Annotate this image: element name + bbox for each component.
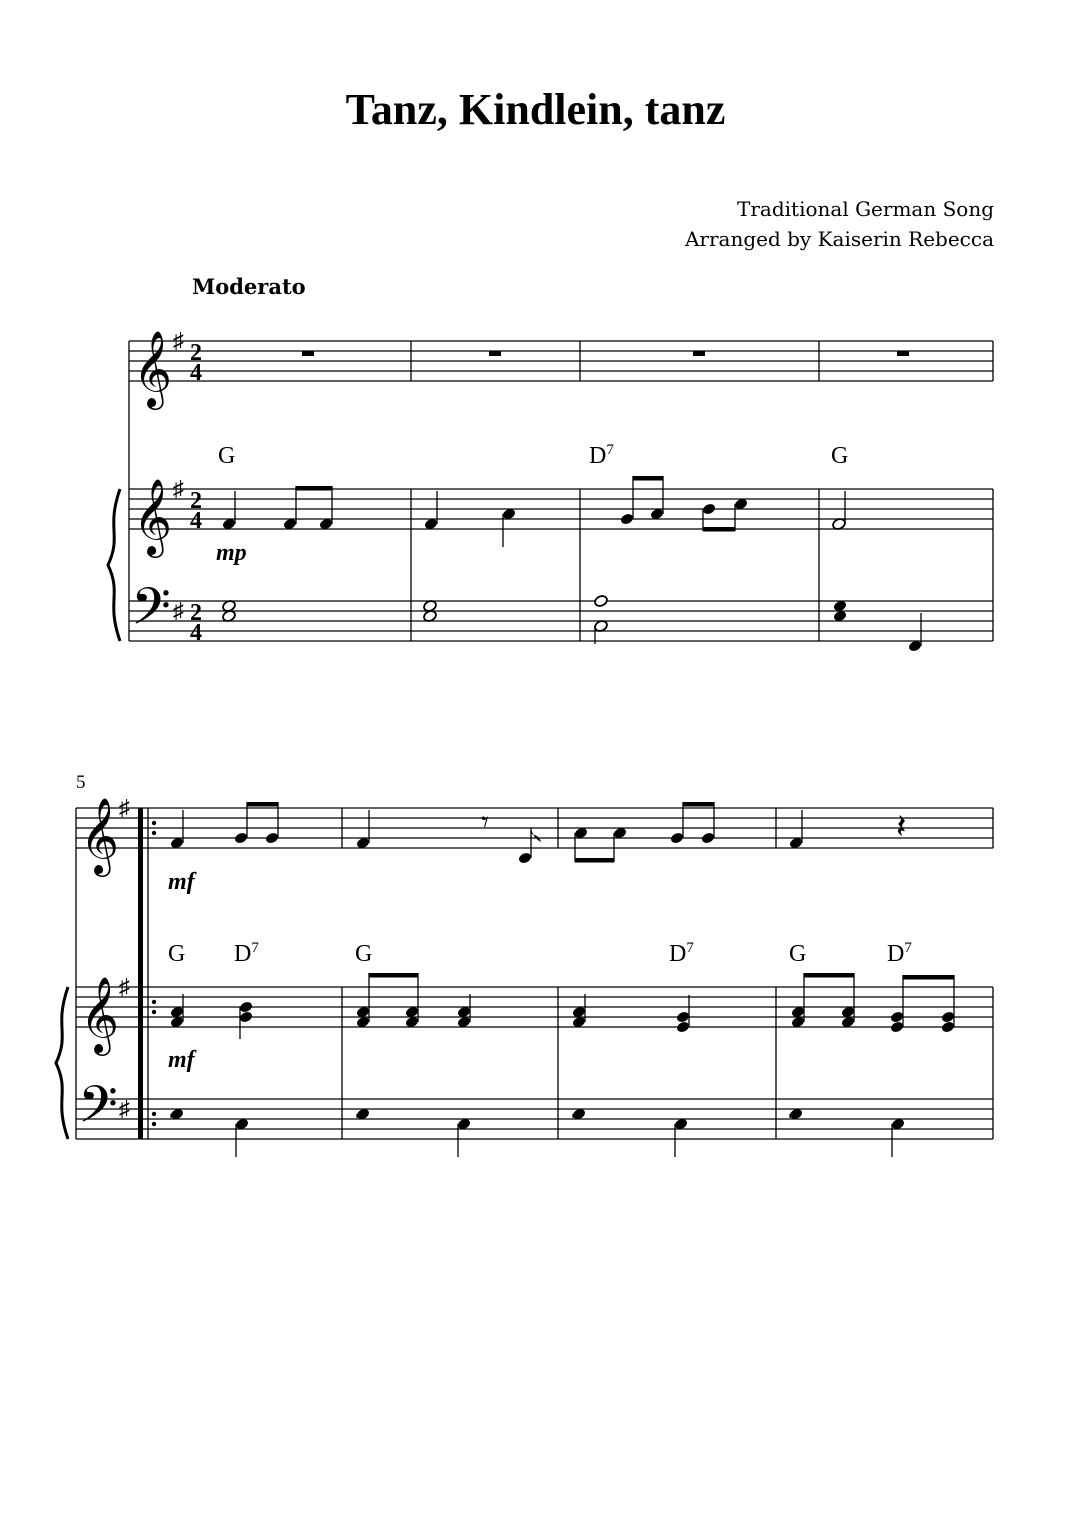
beam bbox=[804, 973, 854, 978]
whole-rest bbox=[693, 351, 705, 356]
bass-clef: 𝄢 bbox=[78, 1078, 118, 1146]
key-signature-sharp: ♯ bbox=[119, 795, 130, 820]
treble-clef: 𝄞 bbox=[133, 333, 173, 406]
bass-clef: 𝄢 bbox=[131, 580, 171, 648]
beam bbox=[575, 858, 614, 863]
measure-number: 5 bbox=[76, 772, 86, 793]
dynamic-marking: mp bbox=[216, 540, 247, 566]
time-signature-denominator: 4 bbox=[190, 360, 202, 386]
notehead bbox=[889, 1020, 904, 1034]
notehead bbox=[700, 831, 715, 845]
time-signature-numerator: 2 bbox=[190, 600, 202, 626]
key-signature-sharp: ♯ bbox=[173, 476, 184, 501]
note-flag bbox=[531, 828, 541, 842]
chord-symbol: G bbox=[218, 443, 236, 469]
music-system-1 bbox=[0, 300, 1071, 660]
eighth-rest: 𝄾 bbox=[481, 806, 489, 839]
piano-brace bbox=[56, 987, 68, 1139]
notehead bbox=[675, 1010, 690, 1024]
chord-symbol: G bbox=[168, 941, 186, 967]
whole-rest bbox=[302, 351, 314, 356]
notehead bbox=[940, 1020, 955, 1034]
time-signature-denominator: 4 bbox=[190, 508, 202, 534]
notehead bbox=[593, 594, 608, 608]
beam bbox=[369, 973, 418, 978]
time-signature-numerator: 2 bbox=[190, 340, 202, 366]
tempo-marking: Moderato bbox=[192, 274, 306, 299]
notehead bbox=[238, 1010, 253, 1024]
notehead bbox=[675, 1020, 690, 1034]
key-signature-sharp: ♯ bbox=[119, 974, 130, 999]
dynamic-marking: mf bbox=[168, 1047, 195, 1073]
repeat-thick-bar bbox=[138, 808, 143, 1139]
beam bbox=[903, 975, 954, 980]
treble-clef: 𝄞 bbox=[133, 481, 173, 554]
repeat-dot bbox=[152, 1122, 156, 1126]
notehead bbox=[517, 851, 532, 865]
notehead bbox=[889, 1010, 904, 1024]
whole-rest bbox=[489, 351, 501, 356]
time-signature-denominator: 4 bbox=[190, 620, 202, 646]
notehead bbox=[264, 831, 279, 845]
chord-symbol: $D^7$ bbox=[234, 940, 259, 967]
treble-clef: 𝄞 bbox=[80, 800, 120, 873]
notehead bbox=[701, 502, 716, 516]
dynamic-marking: mf bbox=[168, 869, 195, 895]
notehead bbox=[669, 831, 684, 845]
time-signature-numerator: 2 bbox=[190, 488, 202, 514]
chord-symbol: G bbox=[831, 443, 849, 469]
repeat-dot bbox=[152, 1010, 156, 1014]
treble-clef: 𝄞 bbox=[80, 979, 120, 1052]
notehead bbox=[233, 831, 248, 845]
beam bbox=[296, 486, 332, 491]
key-signature-sharp: ♯ bbox=[119, 1096, 130, 1121]
chord-symbol: G bbox=[355, 941, 373, 967]
notehead bbox=[619, 512, 634, 526]
notehead bbox=[940, 1010, 955, 1024]
beam bbox=[247, 802, 278, 807]
key-signature-sharp: ♯ bbox=[173, 328, 184, 353]
repeat-dot bbox=[152, 821, 156, 825]
key-signature-sharp: ♯ bbox=[173, 598, 184, 623]
repeat-dot bbox=[152, 831, 156, 835]
quarter-rest: 𝄽 bbox=[896, 809, 907, 846]
beam bbox=[683, 802, 714, 807]
beam bbox=[633, 476, 663, 481]
chord-symbol: $D^7$ bbox=[589, 442, 614, 469]
repeat-dot bbox=[152, 1112, 156, 1116]
composer-block bbox=[685, 194, 994, 254]
piano-brace bbox=[108, 489, 120, 641]
chord-symbol: $D^7$ bbox=[887, 940, 912, 967]
composer-line: Traditional German Song bbox=[737, 197, 994, 221]
whole-rest bbox=[897, 351, 909, 356]
repeat-dot bbox=[152, 1000, 156, 1004]
beam bbox=[703, 527, 735, 532]
song-title: Tanz, Kindlein, tanz bbox=[345, 85, 726, 134]
notehead bbox=[238, 1000, 253, 1014]
arranger-line: Arranged by Kaiserin Rebecca bbox=[684, 227, 994, 251]
chord-symbol: G bbox=[789, 941, 807, 967]
chord-symbol: $D^7$ bbox=[669, 940, 694, 967]
music-system-2 bbox=[0, 765, 1071, 1165]
